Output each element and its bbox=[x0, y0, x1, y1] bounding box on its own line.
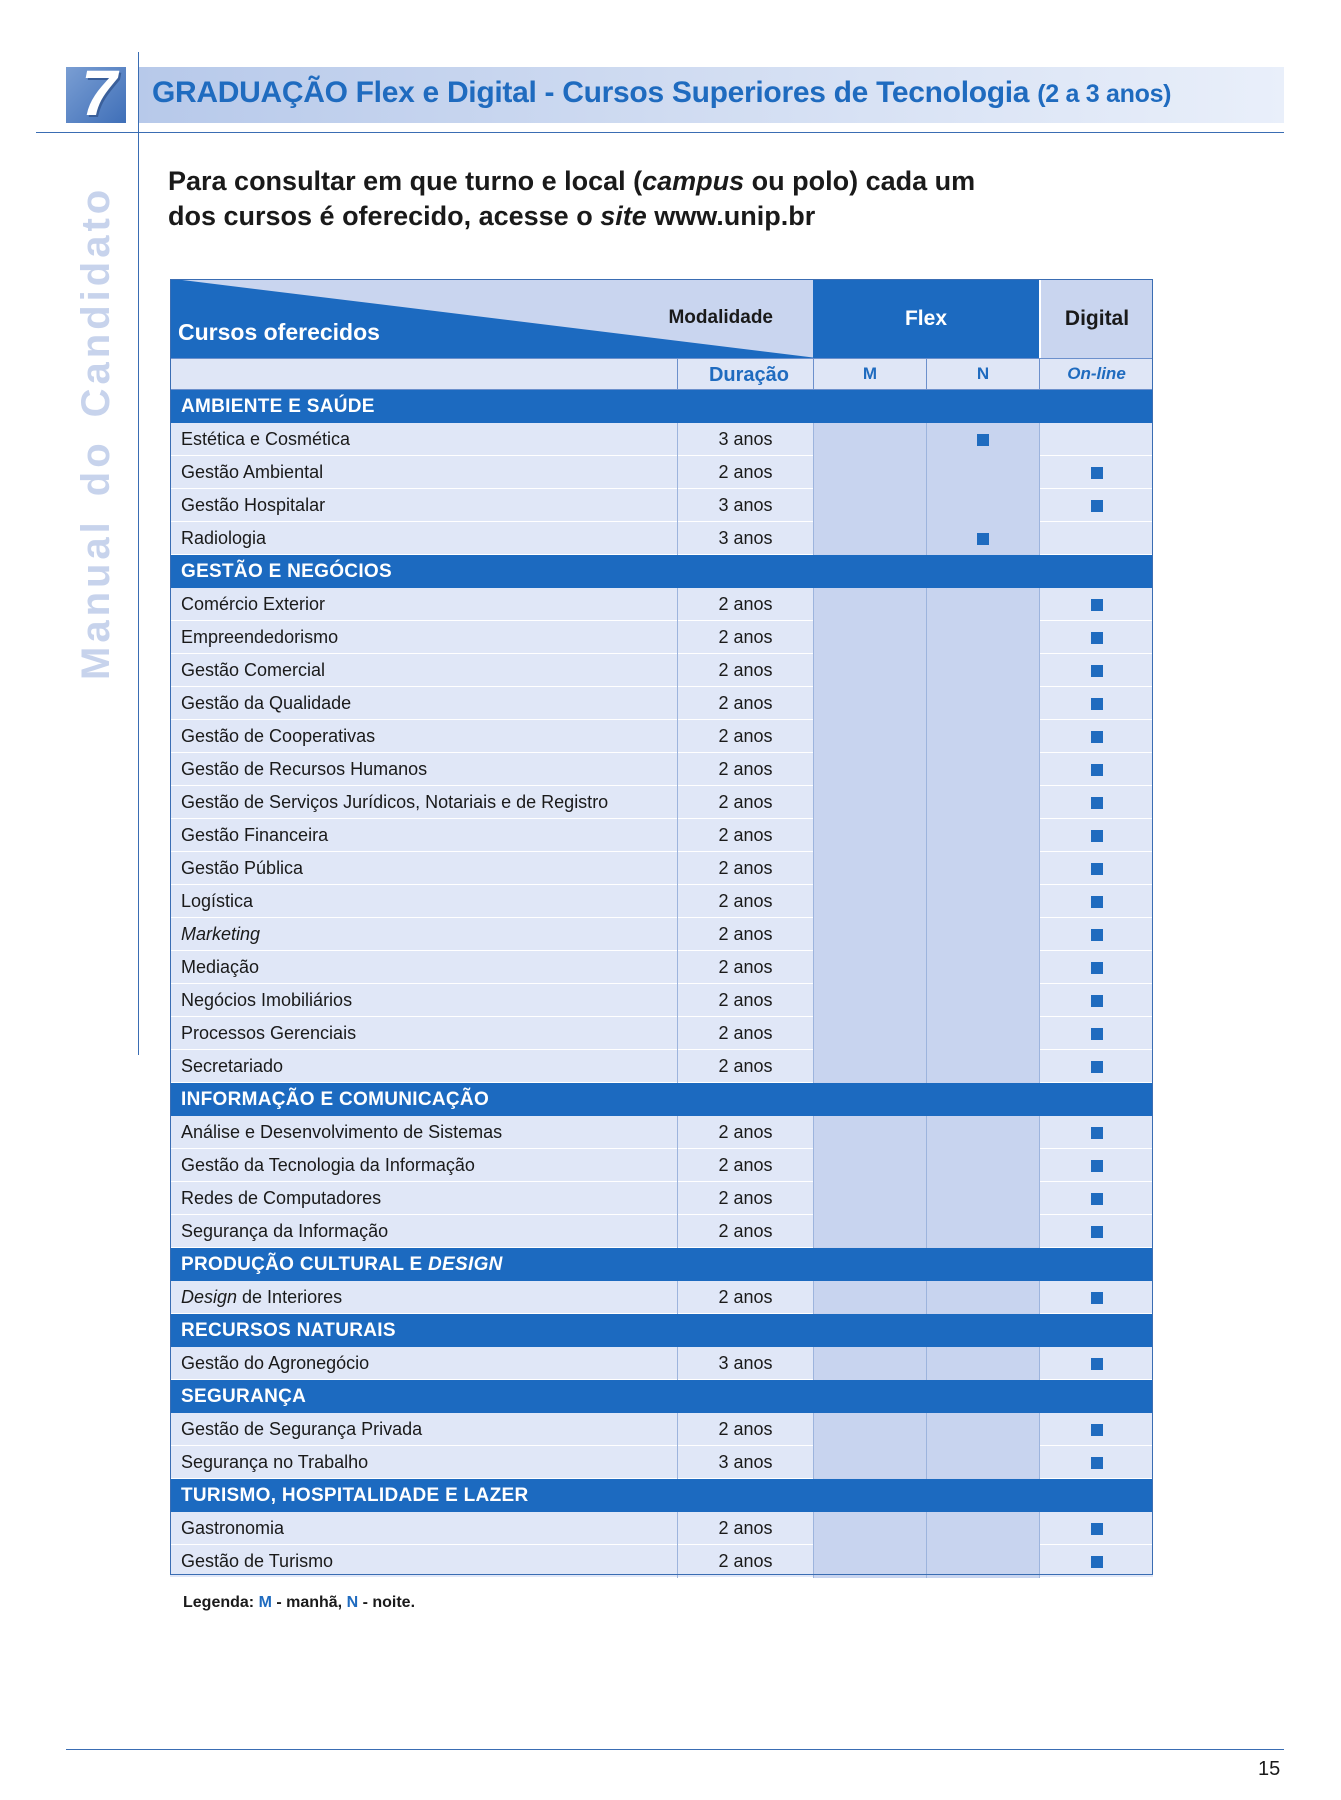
table-row bbox=[170, 984, 1153, 1017]
header-online: On-line bbox=[1039, 359, 1153, 389]
online-cell bbox=[1039, 918, 1153, 951]
offered-mark-icon bbox=[977, 434, 989, 446]
morning-cell bbox=[813, 456, 926, 489]
morning-cell bbox=[813, 951, 926, 984]
table-row bbox=[170, 1347, 1153, 1380]
course-name-text: Segurança no Trabalho bbox=[181, 1452, 369, 1472]
course-duration: 2 anos bbox=[677, 1512, 813, 1545]
course-name-text: Estética e Cosmética bbox=[181, 429, 351, 449]
table-row bbox=[170, 786, 1153, 819]
course-name bbox=[181, 1281, 342, 1314]
course-name-text: Segurança da Informação bbox=[181, 1221, 389, 1241]
vertical-rule bbox=[138, 52, 139, 1055]
course-name bbox=[181, 1512, 284, 1545]
offered-mark-icon bbox=[1091, 698, 1103, 710]
course-duration: 2 anos bbox=[677, 1281, 813, 1314]
night-cell bbox=[926, 1512, 1039, 1545]
legend-label: Legenda: bbox=[183, 1594, 259, 1611]
night-cell bbox=[926, 1413, 1039, 1446]
night-cell bbox=[926, 687, 1039, 720]
table-row bbox=[170, 720, 1153, 753]
course-name-text: Gestão Ambiental bbox=[181, 462, 324, 482]
online-cell bbox=[1039, 621, 1153, 654]
offered-mark-icon bbox=[977, 533, 989, 545]
online-cell bbox=[1039, 786, 1153, 819]
online-cell bbox=[1039, 852, 1153, 885]
night-cell bbox=[926, 984, 1039, 1017]
table-row bbox=[170, 1281, 1153, 1314]
offered-mark-icon bbox=[1091, 1424, 1103, 1436]
category-header bbox=[170, 1380, 1153, 1413]
course-name bbox=[181, 1116, 502, 1149]
table-row bbox=[170, 522, 1153, 555]
category-name: INFORMAÇÃO E COMUNICAÇÃO bbox=[181, 1089, 490, 1110]
online-cell bbox=[1039, 1149, 1153, 1182]
night-cell bbox=[926, 456, 1039, 489]
morning-cell bbox=[813, 720, 926, 753]
offered-mark-icon bbox=[1091, 632, 1103, 644]
night-cell bbox=[926, 1347, 1039, 1380]
course-duration: 3 anos bbox=[677, 522, 813, 555]
online-cell bbox=[1039, 687, 1153, 720]
legend-m: M bbox=[258, 1594, 272, 1611]
online-cell bbox=[1039, 951, 1153, 984]
intro-text-italic: campus bbox=[642, 166, 745, 196]
side-label-word: Candidato bbox=[74, 185, 118, 418]
course-name bbox=[181, 1017, 356, 1050]
course-name bbox=[181, 1215, 388, 1248]
table-row bbox=[170, 1149, 1153, 1182]
course-name-text: Processos Gerenciais bbox=[181, 1023, 357, 1043]
header-modality-label: Modalidade bbox=[668, 307, 773, 328]
course-name bbox=[181, 819, 328, 852]
category-name: TURISMO, HOSPITALIDADE E LAZER bbox=[181, 1485, 529, 1506]
table-row bbox=[170, 852, 1153, 885]
course-duration: 2 anos bbox=[677, 819, 813, 852]
course-name-text: Empreendedorismo bbox=[181, 627, 339, 647]
offered-mark-icon bbox=[1091, 797, 1103, 809]
morning-cell bbox=[813, 1413, 926, 1446]
table-header bbox=[170, 279, 1153, 358]
header-digital: Digital bbox=[1039, 279, 1153, 358]
morning-cell bbox=[813, 786, 926, 819]
night-cell bbox=[926, 1545, 1039, 1578]
table-row bbox=[170, 885, 1153, 918]
intro-text-part: dos cursos é oferecido, acesse o bbox=[168, 201, 601, 231]
course-duration: 2 anos bbox=[677, 918, 813, 951]
night-cell bbox=[926, 1281, 1039, 1314]
course-name-text: Marketing bbox=[181, 924, 261, 944]
night-cell bbox=[926, 423, 1039, 456]
offered-mark-icon bbox=[1091, 896, 1103, 908]
course-duration: 2 anos bbox=[677, 654, 813, 687]
morning-cell bbox=[813, 885, 926, 918]
course-name bbox=[181, 852, 303, 885]
course-name-text: Gestão de Cooperativas bbox=[181, 726, 376, 746]
morning-cell bbox=[813, 1281, 926, 1314]
offered-mark-icon bbox=[1091, 467, 1103, 479]
night-cell bbox=[926, 1215, 1039, 1248]
course-name bbox=[181, 1050, 283, 1083]
online-cell bbox=[1039, 753, 1153, 786]
offered-mark-icon bbox=[1091, 764, 1103, 776]
morning-cell bbox=[813, 1545, 926, 1578]
online-cell bbox=[1039, 1017, 1153, 1050]
course-name bbox=[181, 951, 259, 984]
offered-mark-icon bbox=[1091, 995, 1103, 1007]
course-name-text: Gestão Comercial bbox=[181, 660, 326, 680]
table-body bbox=[170, 390, 1153, 1578]
category-header bbox=[170, 555, 1153, 588]
table-row bbox=[170, 1413, 1153, 1446]
online-cell bbox=[1039, 1281, 1153, 1314]
legend-m-desc: - manhã, bbox=[271, 1594, 347, 1611]
online-cell bbox=[1039, 456, 1153, 489]
morning-cell bbox=[813, 918, 926, 951]
online-cell bbox=[1039, 1413, 1153, 1446]
course-name bbox=[181, 753, 427, 786]
intro-text-part: www.unip.br bbox=[646, 201, 816, 231]
course-name-text: Gastronomia bbox=[181, 1518, 285, 1538]
table-row bbox=[170, 1017, 1153, 1050]
morning-cell bbox=[813, 1017, 926, 1050]
course-name bbox=[181, 1149, 475, 1182]
morning-cell bbox=[813, 1512, 926, 1545]
page-number: 15 bbox=[1258, 1758, 1281, 1780]
table-row bbox=[170, 1545, 1153, 1578]
course-name-text: Gestão Pública bbox=[181, 858, 304, 878]
intro-text bbox=[168, 164, 975, 234]
course-name bbox=[181, 720, 375, 753]
course-name-text: Gestão da Tecnologia da Informação bbox=[181, 1155, 475, 1175]
online-cell bbox=[1039, 1545, 1153, 1578]
side-label-word: Manual bbox=[74, 518, 118, 680]
morning-cell bbox=[813, 654, 926, 687]
category-name: AMBIENTE E SAÚDE bbox=[181, 396, 375, 417]
course-duration: 2 anos bbox=[677, 1215, 813, 1248]
morning-cell bbox=[813, 852, 926, 885]
online-cell bbox=[1039, 885, 1153, 918]
table-row bbox=[170, 951, 1153, 984]
offered-mark-icon bbox=[1091, 863, 1103, 875]
morning-cell bbox=[813, 621, 926, 654]
header-rule bbox=[36, 132, 1284, 133]
intro-text-italic: site bbox=[600, 201, 647, 231]
course-name bbox=[181, 918, 260, 951]
category-name: SEGURANÇA bbox=[181, 1386, 307, 1407]
morning-cell bbox=[813, 423, 926, 456]
online-cell bbox=[1039, 1347, 1153, 1380]
course-name bbox=[181, 423, 350, 456]
table-row bbox=[170, 687, 1153, 720]
course-name bbox=[181, 1413, 422, 1446]
offered-mark-icon bbox=[1091, 1523, 1103, 1535]
online-cell bbox=[1039, 654, 1153, 687]
courses-table bbox=[170, 279, 1153, 1578]
offered-mark-icon bbox=[1091, 1556, 1103, 1568]
category-header bbox=[170, 390, 1153, 423]
course-name bbox=[181, 1446, 368, 1479]
night-cell bbox=[926, 852, 1039, 885]
morning-cell bbox=[813, 1116, 926, 1149]
online-cell bbox=[1039, 1116, 1153, 1149]
course-name-text: Radiologia bbox=[181, 528, 267, 548]
course-name bbox=[181, 489, 325, 522]
course-duration: 2 anos bbox=[677, 753, 813, 786]
course-name bbox=[181, 984, 352, 1017]
course-duration: 2 anos bbox=[677, 1413, 813, 1446]
course-duration: 3 anos bbox=[677, 489, 813, 522]
table-row bbox=[170, 753, 1153, 786]
table-row bbox=[170, 1215, 1153, 1248]
night-cell bbox=[926, 1017, 1039, 1050]
course-name-text: Gestão Hospitalar bbox=[181, 495, 326, 515]
night-cell bbox=[926, 489, 1039, 522]
offered-mark-icon bbox=[1091, 1457, 1103, 1469]
category-name: RECURSOS NATURAIS bbox=[181, 1320, 396, 1341]
online-cell bbox=[1039, 522, 1153, 555]
morning-cell bbox=[813, 687, 926, 720]
online-cell bbox=[1039, 1182, 1153, 1215]
night-cell bbox=[926, 720, 1039, 753]
category-header bbox=[170, 1083, 1153, 1116]
table-row bbox=[170, 918, 1153, 951]
morning-cell bbox=[813, 588, 926, 621]
course-name-text: Gestão de Serviços Jurídicos, Notariais e de Registro bbox=[181, 792, 609, 812]
morning-cell bbox=[813, 1050, 926, 1083]
course-duration: 2 anos bbox=[677, 687, 813, 720]
offered-mark-icon bbox=[1091, 731, 1103, 743]
offered-mark-icon bbox=[1091, 830, 1103, 842]
course-name-text: Gestão Financeira bbox=[181, 825, 329, 845]
course-duration: 2 anos bbox=[677, 621, 813, 654]
course-name-text: Design bbox=[181, 1287, 238, 1307]
night-cell bbox=[926, 1149, 1039, 1182]
night-cell bbox=[926, 621, 1039, 654]
category-name-italic: DESIGN bbox=[428, 1254, 503, 1275]
category-header bbox=[170, 1314, 1153, 1347]
night-cell bbox=[926, 1050, 1039, 1083]
course-name bbox=[181, 621, 338, 654]
side-label bbox=[74, 186, 119, 680]
intro-line-2 bbox=[168, 199, 975, 234]
night-cell bbox=[926, 588, 1039, 621]
course-name bbox=[181, 687, 351, 720]
header-courses-label: Cursos oferecidos bbox=[178, 319, 380, 345]
night-cell bbox=[926, 1182, 1039, 1215]
online-cell bbox=[1039, 720, 1153, 753]
offered-mark-icon bbox=[1091, 500, 1103, 512]
morning-cell bbox=[813, 819, 926, 852]
chapter-title bbox=[152, 76, 1171, 110]
course-duration: 2 anos bbox=[677, 720, 813, 753]
course-name bbox=[181, 456, 323, 489]
intro-text-part: Para consultar em que turno e local ( bbox=[168, 166, 643, 196]
course-name-text: Análise e Desenvolvimento de Sistemas bbox=[181, 1122, 503, 1142]
course-name bbox=[181, 522, 266, 555]
night-cell bbox=[926, 1446, 1039, 1479]
offered-mark-icon bbox=[1091, 1292, 1103, 1304]
offered-mark-icon bbox=[1091, 1127, 1103, 1139]
course-duration: 2 anos bbox=[677, 786, 813, 819]
online-cell bbox=[1039, 489, 1153, 522]
header-duration: Duração bbox=[677, 359, 813, 389]
course-duration: 2 anos bbox=[677, 852, 813, 885]
course-name bbox=[181, 1182, 381, 1215]
course-name bbox=[181, 786, 608, 819]
offered-mark-icon bbox=[1091, 1358, 1103, 1370]
course-duration: 2 anos bbox=[677, 456, 813, 489]
table-row bbox=[170, 1182, 1153, 1215]
table-row bbox=[170, 423, 1153, 456]
online-cell bbox=[1039, 423, 1153, 456]
online-cell bbox=[1039, 1512, 1153, 1545]
course-name-text: Secretariado bbox=[181, 1056, 284, 1076]
offered-mark-icon bbox=[1091, 929, 1103, 941]
offered-mark-icon bbox=[1091, 599, 1103, 611]
table-row bbox=[170, 588, 1153, 621]
course-duration: 2 anos bbox=[677, 1182, 813, 1215]
course-duration: 2 anos bbox=[677, 1017, 813, 1050]
table-row bbox=[170, 621, 1153, 654]
course-duration: 3 anos bbox=[677, 423, 813, 456]
course-name-text: Logística bbox=[181, 891, 254, 911]
online-cell bbox=[1039, 588, 1153, 621]
course-name bbox=[181, 654, 325, 687]
course-name-text: Comércio Exterior bbox=[181, 594, 326, 614]
night-cell bbox=[926, 522, 1039, 555]
offered-mark-icon bbox=[1091, 1226, 1103, 1238]
night-cell bbox=[926, 951, 1039, 984]
morning-cell bbox=[813, 984, 926, 1017]
header-flex: Flex bbox=[813, 279, 1039, 358]
course-duration: 2 anos bbox=[677, 1545, 813, 1578]
table-row bbox=[170, 1446, 1153, 1479]
night-cell bbox=[926, 1116, 1039, 1149]
course-duration: 2 anos bbox=[677, 588, 813, 621]
morning-cell bbox=[813, 1446, 926, 1479]
course-name-text: Mediação bbox=[181, 957, 260, 977]
category-header bbox=[170, 1479, 1153, 1512]
chapter-title-main: GRADUAÇÃO Flex e Digital - Cursos Superiores de Tecnologia bbox=[152, 76, 1030, 109]
morning-cell bbox=[813, 1215, 926, 1248]
chapter-title-small: (2 a 3 anos) bbox=[1037, 80, 1172, 108]
night-cell bbox=[926, 786, 1039, 819]
course-duration: 2 anos bbox=[677, 951, 813, 984]
course-name-text: Gestão da Qualidade bbox=[181, 693, 352, 713]
night-cell bbox=[926, 753, 1039, 786]
chapter-number: 7 bbox=[81, 57, 117, 129]
legend-n-desc: - noite. bbox=[358, 1594, 416, 1611]
side-label-word: do bbox=[74, 439, 118, 497]
course-name-text: Redes de Computadores bbox=[181, 1188, 382, 1208]
intro-text-part: ou polo) cada um bbox=[744, 166, 976, 196]
night-cell bbox=[926, 918, 1039, 951]
course-name-text: Negócios Imobiliários bbox=[181, 990, 353, 1010]
morning-cell bbox=[813, 1347, 926, 1380]
table-row bbox=[170, 1116, 1153, 1149]
night-cell bbox=[926, 819, 1039, 852]
online-cell bbox=[1039, 984, 1153, 1017]
course-duration: 2 anos bbox=[677, 1116, 813, 1149]
morning-cell bbox=[813, 753, 926, 786]
course-duration: 3 anos bbox=[677, 1446, 813, 1479]
offered-mark-icon bbox=[1091, 1160, 1103, 1172]
table-row bbox=[170, 1512, 1153, 1545]
course-duration: 2 anos bbox=[677, 1050, 813, 1083]
course-duration: 2 anos bbox=[677, 885, 813, 918]
course-name-text: Gestão de Turismo bbox=[181, 1551, 334, 1571]
offered-mark-icon bbox=[1091, 1061, 1103, 1073]
table-row bbox=[170, 489, 1153, 522]
morning-cell bbox=[813, 1182, 926, 1215]
table-row bbox=[170, 819, 1153, 852]
footer-rule bbox=[66, 1749, 1284, 1750]
table-row bbox=[170, 1050, 1153, 1083]
legend bbox=[183, 1594, 415, 1612]
offered-mark-icon bbox=[1091, 962, 1103, 974]
course-name bbox=[181, 1545, 333, 1578]
header-n: N bbox=[926, 359, 1039, 389]
online-cell bbox=[1039, 1446, 1153, 1479]
offered-mark-icon bbox=[1091, 1193, 1103, 1205]
course-name bbox=[181, 885, 253, 918]
course-name bbox=[181, 588, 325, 621]
course-duration: 3 anos bbox=[677, 1347, 813, 1380]
category-name: PRODUÇÃO CULTURAL E bbox=[181, 1254, 429, 1275]
category-name: GESTÃO E NEGÓCIOS bbox=[181, 561, 392, 582]
online-cell bbox=[1039, 819, 1153, 852]
course-name-text: Gestão de Segurança Privada bbox=[181, 1419, 423, 1439]
course-duration: 2 anos bbox=[677, 1149, 813, 1182]
header-courses-cell bbox=[170, 279, 813, 358]
online-cell bbox=[1039, 1050, 1153, 1083]
course-name-text: Gestão do Agronegócio bbox=[181, 1353, 370, 1373]
course-name-text: Gestão de Recursos Humanos bbox=[181, 759, 428, 779]
table-row bbox=[170, 456, 1153, 489]
legend-n: N bbox=[346, 1594, 359, 1611]
table-row bbox=[170, 654, 1153, 687]
course-name-rest: de Interiores bbox=[237, 1287, 343, 1307]
night-cell bbox=[926, 654, 1039, 687]
header-m: M bbox=[813, 359, 926, 389]
morning-cell bbox=[813, 1149, 926, 1182]
course-duration: 2 anos bbox=[677, 984, 813, 1017]
category-header bbox=[170, 1248, 1153, 1281]
table-subheader bbox=[170, 358, 1153, 390]
morning-cell bbox=[813, 489, 926, 522]
offered-mark-icon bbox=[1091, 1028, 1103, 1040]
morning-cell bbox=[813, 522, 926, 555]
intro-line-1 bbox=[168, 164, 975, 199]
online-cell bbox=[1039, 1215, 1153, 1248]
course-name bbox=[181, 1347, 369, 1380]
offered-mark-icon bbox=[1091, 665, 1103, 677]
night-cell bbox=[926, 885, 1039, 918]
